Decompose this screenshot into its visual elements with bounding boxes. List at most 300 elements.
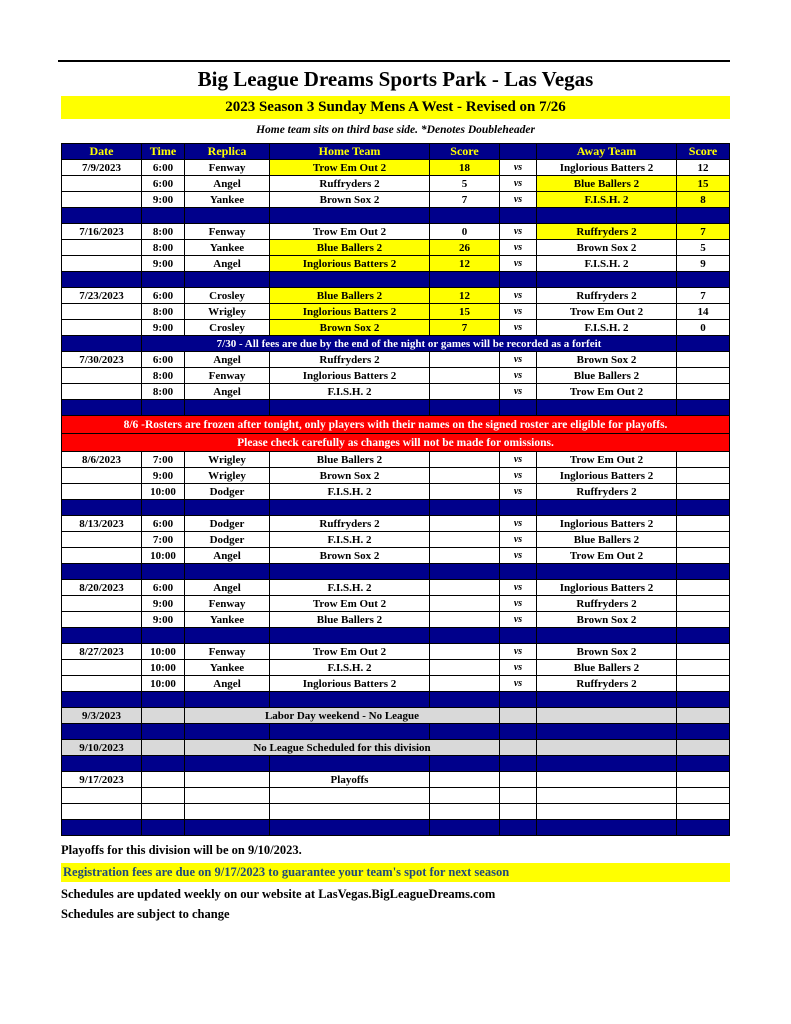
cell-home-team: Inglorious Batters 2 [270, 368, 430, 384]
separator-row [62, 820, 730, 836]
cell-date: 7/23/2023 [62, 288, 142, 304]
alert-row [62, 434, 730, 452]
game-row [62, 304, 730, 320]
column-header-score: Score [430, 144, 500, 160]
cell-replica: Yankee [185, 612, 270, 628]
separator-cell [677, 564, 730, 580]
separator-row [62, 564, 730, 580]
cell-vs: vs [500, 468, 537, 484]
separator-cell [185, 500, 270, 516]
cell-away-team: Inglorious Batters 2 [537, 468, 677, 484]
cell-time: 9:00 [142, 468, 185, 484]
cell-home-team: F.I.S.H. 2 [270, 580, 430, 596]
cell-date: 8/27/2023 [62, 644, 142, 660]
separator-cell [185, 756, 270, 772]
footer-website-note: Schedules are updated weekly on our website at LasVegas.BigLeagueDreams.com [61, 887, 496, 901]
separator-cell [537, 756, 677, 772]
separator-cell [270, 500, 430, 516]
separator-cell [62, 500, 142, 516]
separator-cell [142, 820, 185, 836]
game-row [62, 580, 730, 596]
cell-vs: vs [500, 612, 537, 628]
cell-vs: vs [500, 532, 537, 548]
cell-away-score [677, 676, 730, 692]
cell-away-score: 8 [677, 192, 730, 208]
game-row [62, 468, 730, 484]
cell-away-score [677, 336, 730, 352]
cell-away-team: F.I.S.H. 2 [537, 320, 677, 336]
cell-replica: Fenway [185, 224, 270, 240]
cell-away-score [677, 708, 730, 724]
cell-time: 10:00 [142, 548, 185, 564]
separator-cell [142, 208, 185, 224]
cell-vs: vs [500, 516, 537, 532]
cell-replica [185, 804, 270, 820]
separator-cell [270, 628, 430, 644]
separator-cell [677, 628, 730, 644]
separator-cell [62, 208, 142, 224]
separator-cell [142, 692, 185, 708]
cell-home-team: Ruffryders 2 [270, 176, 430, 192]
game-row [62, 516, 730, 532]
cell-date [62, 176, 142, 192]
separator-cell [677, 400, 730, 416]
separator-cell [62, 628, 142, 644]
cell-time: 8:00 [142, 240, 185, 256]
cell-time: 6:00 [142, 160, 185, 176]
column-header-date: Date [62, 144, 142, 160]
cell-date [62, 336, 142, 352]
cell-home-score [430, 532, 500, 548]
separator-cell [185, 208, 270, 224]
cell-home-score: 5 [430, 176, 500, 192]
cell-time: 6:00 [142, 288, 185, 304]
cell-away-team: Inglorious Batters 2 [537, 160, 677, 176]
cell-home-score [430, 468, 500, 484]
cell-time: 9:00 [142, 192, 185, 208]
cell-time: 9:00 [142, 320, 185, 336]
separator-cell [430, 692, 500, 708]
cell-home-team: Trow Em Out 2 [270, 224, 430, 240]
cell-replica: Wrigley [185, 452, 270, 468]
cell-time: 9:00 [142, 612, 185, 628]
separator-cell [537, 500, 677, 516]
cell-time: 8:00 [142, 368, 185, 384]
separator-cell [430, 500, 500, 516]
separator-cell [537, 692, 677, 708]
separator-cell [142, 400, 185, 416]
cell-vs [500, 708, 537, 724]
game-row [62, 368, 730, 384]
cell-home-score: 7 [430, 192, 500, 208]
cell-home-team: Brown Sox 2 [270, 548, 430, 564]
cell-replica: Yankee [185, 192, 270, 208]
fees-note-row [62, 336, 730, 352]
cell-date [62, 596, 142, 612]
cell-home-score [430, 368, 500, 384]
separator-cell [677, 724, 730, 740]
separator-cell [62, 400, 142, 416]
cell-replica: Fenway [185, 596, 270, 612]
cell-vs [500, 788, 537, 804]
cell-time: 6:00 [142, 580, 185, 596]
cell-time: 10:00 [142, 484, 185, 500]
cell-away-team: Brown Sox 2 [537, 240, 677, 256]
cell-home-team [270, 788, 430, 804]
separator-cell [142, 564, 185, 580]
separator-cell [500, 272, 537, 288]
cell-home-score [430, 452, 500, 468]
cell-away-team [537, 740, 677, 756]
cell-home-score [430, 352, 500, 368]
cell-home-team: F.I.S.H. 2 [270, 384, 430, 400]
cell-time [142, 708, 185, 724]
cell-away-team: Trow Em Out 2 [537, 452, 677, 468]
cell-date [62, 368, 142, 384]
game-row [62, 532, 730, 548]
game-row [62, 352, 730, 368]
cell-home-score: 12 [430, 256, 500, 272]
game-row [62, 596, 730, 612]
cell-away-team: Blue Ballers 2 [537, 176, 677, 192]
separator-cell [537, 400, 677, 416]
separator-row [62, 692, 730, 708]
cell-date: 9/3/2023 [62, 708, 142, 724]
cell-vs: vs [500, 452, 537, 468]
cell-home-team: Inglorious Batters 2 [270, 676, 430, 692]
separator-cell [500, 208, 537, 224]
cell-time: 8:00 [142, 384, 185, 400]
separator-row [62, 724, 730, 740]
game-row [62, 224, 730, 240]
separator-row [62, 500, 730, 516]
cell-away-score [677, 532, 730, 548]
cell-home-team: Blue Ballers 2 [270, 612, 430, 628]
separator-cell [677, 208, 730, 224]
cell-time: 8:00 [142, 304, 185, 320]
separator-cell [270, 272, 430, 288]
cell-away-team: Brown Sox 2 [537, 644, 677, 660]
cell-away-score [677, 804, 730, 820]
fees-note: 7/30 - All fees are due by the end of the night or games will be recorded as a forfeit [142, 336, 677, 352]
cell-away-score [677, 772, 730, 788]
cell-away-team: Inglorious Batters 2 [537, 580, 677, 596]
cell-replica: Fenway [185, 368, 270, 384]
separator-cell [430, 564, 500, 580]
cell-home-team: Brown Sox 2 [270, 192, 430, 208]
separator-cell [270, 208, 430, 224]
cell-time [142, 804, 185, 820]
cell-away-score [677, 612, 730, 628]
game-row [62, 384, 730, 400]
cell-away-team: Brown Sox 2 [537, 612, 677, 628]
separator-cell [62, 272, 142, 288]
cell-away-team [537, 788, 677, 804]
game-row [62, 240, 730, 256]
footer-notes [61, 843, 730, 922]
cell-time [142, 740, 185, 756]
cell-time [142, 788, 185, 804]
no-league-note: Labor Day weekend - No League [185, 708, 500, 724]
separator-row [62, 756, 730, 772]
header-row [62, 144, 730, 160]
cell-home-score [430, 384, 500, 400]
cell-vs: vs [500, 548, 537, 564]
cell-date [62, 468, 142, 484]
field-note: Home team sits on third base side. *Denotes Doubleheader [256, 124, 535, 136]
cell-home-team: Trow Em Out 2 [270, 644, 430, 660]
cell-away-score: 7 [677, 224, 730, 240]
separator-cell [537, 628, 677, 644]
cell-date [62, 192, 142, 208]
separator-cell [500, 564, 537, 580]
roster-alert-text: Please check carefully as changes will not be made for omissions. [62, 434, 730, 452]
cell-vs [500, 804, 537, 820]
roster-alert-text: 8/6 -Rosters are frozen after tonight, only players with their names on the signed roster are eligible for playoffs. [62, 416, 730, 434]
cell-home-score: 7 [430, 320, 500, 336]
separator-cell [537, 208, 677, 224]
separator-row [62, 272, 730, 288]
cell-away-score [677, 368, 730, 384]
cell-date [62, 304, 142, 320]
cell-home-score [430, 644, 500, 660]
cell-home-score [430, 516, 500, 532]
cell-home-team: F.I.S.H. 2 [270, 660, 430, 676]
separator-cell [142, 724, 185, 740]
empty-row [62, 788, 730, 804]
game-row [62, 548, 730, 564]
footer-registration-note: Registration fees are due on 9/17/2023 to guarantee your team's spot for next season [61, 863, 730, 882]
cell-home-score [430, 772, 500, 788]
cell-vs: vs [500, 484, 537, 500]
separator-cell [62, 692, 142, 708]
cell-home-score [430, 596, 500, 612]
game-row [62, 176, 730, 192]
no-league-note: No League Scheduled for this division [185, 740, 500, 756]
cell-vs: vs [500, 192, 537, 208]
cell-vs: vs [500, 176, 537, 192]
cell-replica: Yankee [185, 660, 270, 676]
separator-cell [430, 272, 500, 288]
cell-time: 7:00 [142, 452, 185, 468]
game-row [62, 612, 730, 628]
cell-vs: vs [500, 240, 537, 256]
cell-home-score: 12 [430, 288, 500, 304]
separator-cell [500, 724, 537, 740]
separator-cell [62, 820, 142, 836]
separator-row [62, 628, 730, 644]
separator-cell [270, 756, 430, 772]
cell-away-score [677, 548, 730, 564]
column-header-replica: Replica [185, 144, 270, 160]
cell-date: 9/17/2023 [62, 772, 142, 788]
cell-vs: vs [500, 596, 537, 612]
separator-cell [62, 756, 142, 772]
separator-cell [677, 692, 730, 708]
separator-cell [430, 208, 500, 224]
separator-row [62, 208, 730, 224]
separator-cell [430, 724, 500, 740]
cell-away-score [677, 660, 730, 676]
cell-date [62, 484, 142, 500]
game-row [62, 256, 730, 272]
separator-cell [142, 272, 185, 288]
separator-cell [185, 564, 270, 580]
separator-row [62, 400, 730, 416]
separator-cell [430, 820, 500, 836]
cell-vs: vs [500, 320, 537, 336]
cell-away-score: 14 [677, 304, 730, 320]
separator-cell [537, 820, 677, 836]
separator-cell [677, 756, 730, 772]
column-header-score-away: Score [677, 144, 730, 160]
cell-home-score [430, 676, 500, 692]
cell-home-score: 18 [430, 160, 500, 176]
separator-cell [185, 820, 270, 836]
cell-replica: Angel [185, 676, 270, 692]
cell-vs: vs [500, 660, 537, 676]
game-row [62, 320, 730, 336]
cell-date [62, 532, 142, 548]
separator-cell [62, 724, 142, 740]
cell-vs: vs [500, 368, 537, 384]
cell-vs: vs [500, 644, 537, 660]
cell-replica: Dodger [185, 484, 270, 500]
cell-away-score [677, 484, 730, 500]
cell-home-team: Brown Sox 2 [270, 468, 430, 484]
cell-away-score [677, 352, 730, 368]
cell-away-score [677, 788, 730, 804]
playoffs-row [62, 772, 730, 788]
cell-vs: vs [500, 224, 537, 240]
cell-replica: Fenway [185, 644, 270, 660]
separator-cell [270, 692, 430, 708]
cell-replica: Angel [185, 352, 270, 368]
game-row [62, 644, 730, 660]
cell-replica: Angel [185, 548, 270, 564]
page-title: Big League Dreams Sports Park - Las Vegas [197, 67, 594, 91]
alert-row [62, 416, 730, 434]
cell-away-score [677, 468, 730, 484]
cell-home-team [270, 804, 430, 820]
cell-replica: Angel [185, 256, 270, 272]
column-header-vs [500, 144, 537, 160]
separator-cell [500, 628, 537, 644]
cell-home-team: Blue Ballers 2 [270, 288, 430, 304]
separator-cell [185, 724, 270, 740]
cell-away-score: 9 [677, 256, 730, 272]
game-row [62, 160, 730, 176]
cell-away-score [677, 596, 730, 612]
separator-cell [185, 400, 270, 416]
column-header-home-team: Home Team [270, 144, 430, 160]
cell-home-score [430, 548, 500, 564]
cell-away-team [537, 804, 677, 820]
cell-date: 8/6/2023 [62, 452, 142, 468]
cell-replica: Crosley [185, 288, 270, 304]
game-row [62, 676, 730, 692]
no-league-row [62, 740, 730, 756]
cell-away-team: F.I.S.H. 2 [537, 192, 677, 208]
separator-cell [270, 724, 430, 740]
cell-away-team [537, 772, 677, 788]
cell-away-team: Blue Ballers 2 [537, 532, 677, 548]
cell-replica: Yankee [185, 240, 270, 256]
cell-away-team: Ruffryders 2 [537, 224, 677, 240]
cell-date [62, 320, 142, 336]
cell-away-team: Ruffryders 2 [537, 484, 677, 500]
cell-time: 7:00 [142, 532, 185, 548]
cell-replica: Crosley [185, 320, 270, 336]
separator-cell [500, 820, 537, 836]
column-header-away-team: Away Team [537, 144, 677, 160]
cell-vs: vs [500, 352, 537, 368]
cell-home-team: Ruffryders 2 [270, 352, 430, 368]
cell-away-score [677, 384, 730, 400]
schedule-content [61, 0, 730, 922]
cell-away-score: 7 [677, 288, 730, 304]
separator-cell [185, 628, 270, 644]
cell-home-score [430, 484, 500, 500]
cell-away-team: Trow Em Out 2 [537, 548, 677, 564]
footer-change-note: Schedules are subject to change [61, 907, 230, 921]
empty-row [62, 804, 730, 820]
cell-away-team: Brown Sox 2 [537, 352, 677, 368]
cell-away-score [677, 452, 730, 468]
cell-away-score: 0 [677, 320, 730, 336]
cell-vs: vs [500, 384, 537, 400]
cell-time: 6:00 [142, 176, 185, 192]
cell-replica [185, 772, 270, 788]
separator-cell [185, 692, 270, 708]
separator-cell [430, 400, 500, 416]
cell-home-score [430, 804, 500, 820]
game-row [62, 660, 730, 676]
cell-home-team: Blue Ballers 2 [270, 452, 430, 468]
cell-time: 10:00 [142, 660, 185, 676]
cell-vs [500, 772, 537, 788]
game-row [62, 484, 730, 500]
cell-away-score [677, 740, 730, 756]
cell-date [62, 612, 142, 628]
cell-vs: vs [500, 580, 537, 596]
cell-replica [185, 788, 270, 804]
cell-vs: vs [500, 304, 537, 320]
cell-time: 6:00 [142, 352, 185, 368]
cell-home-team: Trow Em Out 2 [270, 596, 430, 612]
cell-vs: vs [500, 160, 537, 176]
cell-date [62, 676, 142, 692]
cell-away-team: Inglorious Batters 2 [537, 516, 677, 532]
footer-playoffs-note: Playoffs for this division will be on 9/10/2023. [61, 843, 302, 857]
cell-home-score: 26 [430, 240, 500, 256]
cell-home-score [430, 612, 500, 628]
separator-cell [270, 820, 430, 836]
column-header-time: Time [142, 144, 185, 160]
cell-date: 7/9/2023 [62, 160, 142, 176]
separator-cell [142, 500, 185, 516]
cell-date [62, 804, 142, 820]
schedule-table-body [62, 144, 730, 836]
cell-away-score [677, 516, 730, 532]
cell-date: 7/30/2023 [62, 352, 142, 368]
cell-date: 8/20/2023 [62, 580, 142, 596]
cell-time: 10:00 [142, 644, 185, 660]
cell-replica: Angel [185, 580, 270, 596]
cell-home-team: Ruffryders 2 [270, 516, 430, 532]
cell-replica: Angel [185, 384, 270, 400]
separator-cell [500, 756, 537, 772]
